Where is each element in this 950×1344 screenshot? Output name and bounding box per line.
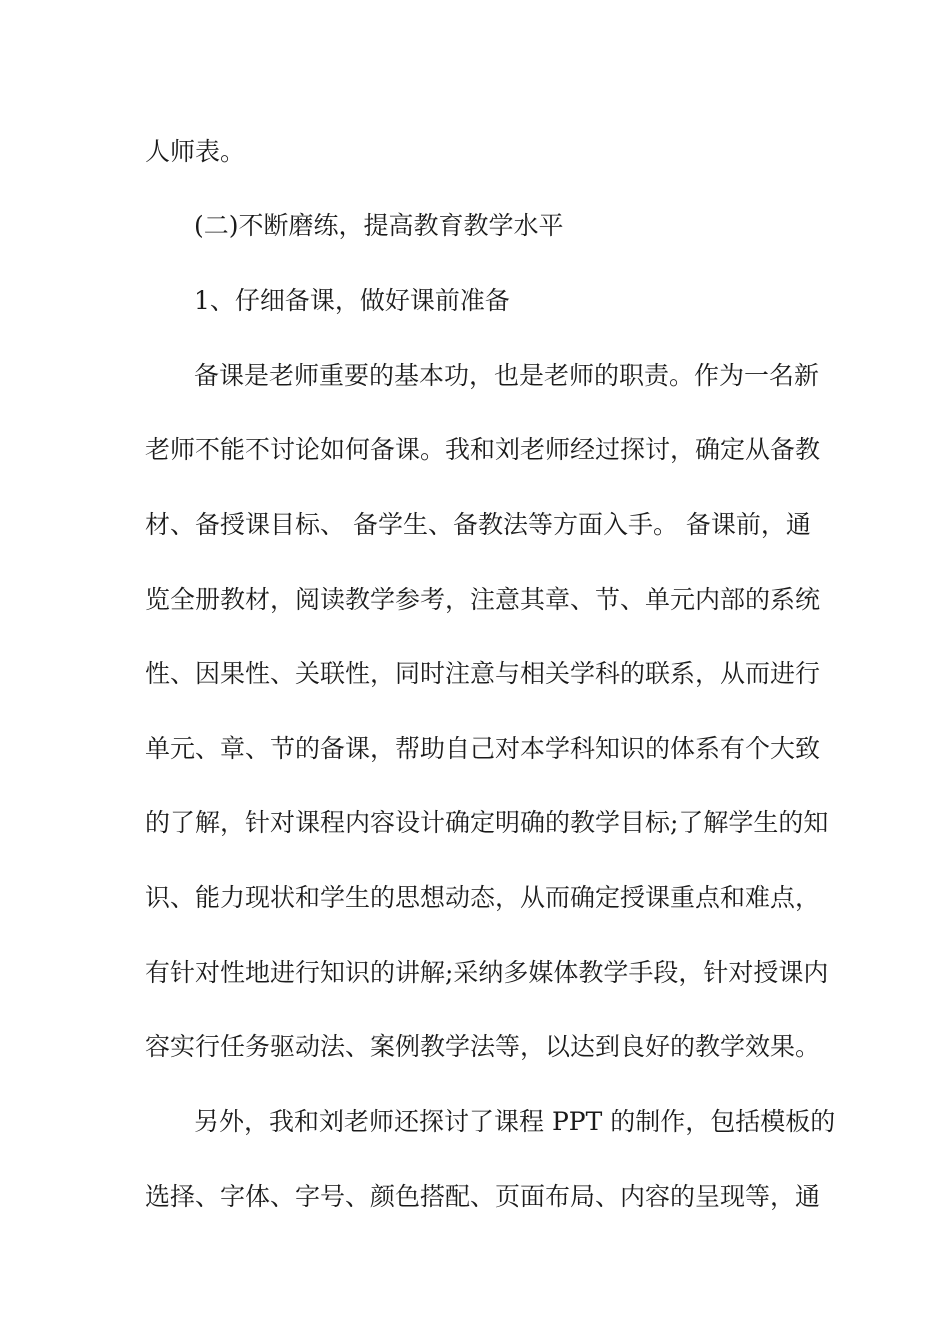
paragraph-line: 识、能力现状和学生的思想动态，从而确定授课重点和难点， — [145, 883, 821, 912]
paragraph-line: 老师不能不讨论如何备课。我和刘老师经过探讨，确定从备教 — [145, 435, 821, 464]
paragraph-line: 性、因果性、关联性，同时注意与相关学科的联系，从而进行 — [145, 659, 821, 688]
section-heading: (二)不断磨练，提高教育教学水平 — [194, 211, 564, 240]
paragraph-line: 另外，我和刘老师还探讨了课程 PPT 的制作，包括模板的 — [194, 1107, 836, 1136]
paragraph-line: 览全册教材，阅读教学参考，注意其章、节、单元内部的系统 — [145, 585, 821, 614]
paragraph-line: 容实行任务驱动法、案例教学法等，以达到良好的教学效果。 — [145, 1032, 821, 1061]
paragraph-line: 单元、章、节的备课，帮助自己对本学科知识的体系有个大致 — [145, 734, 821, 763]
paragraph-line: 人师表。 — [145, 137, 246, 166]
paragraph-line: 的了解，针对课程内容设计确定明确的教学目标;了解学生的知 — [145, 808, 829, 837]
paragraph-line: 材、备授课目标、 备学生、备教法等方面入手。 备课前，通 — [145, 510, 811, 539]
paragraph-line: 备课是老师重要的基本功，也是老师的职责。作为一名新 — [194, 361, 820, 390]
paragraph-line: 有针对性地进行知识的讲解;采纳多媒体教学手段，针对授课内 — [145, 958, 829, 987]
paragraph-line: 选择、字体、字号、颜色搭配、页面布局、内容的呈现等，通 — [145, 1182, 821, 1211]
subsection-heading: 1、仔细备课，做好课前准备 — [194, 286, 510, 315]
